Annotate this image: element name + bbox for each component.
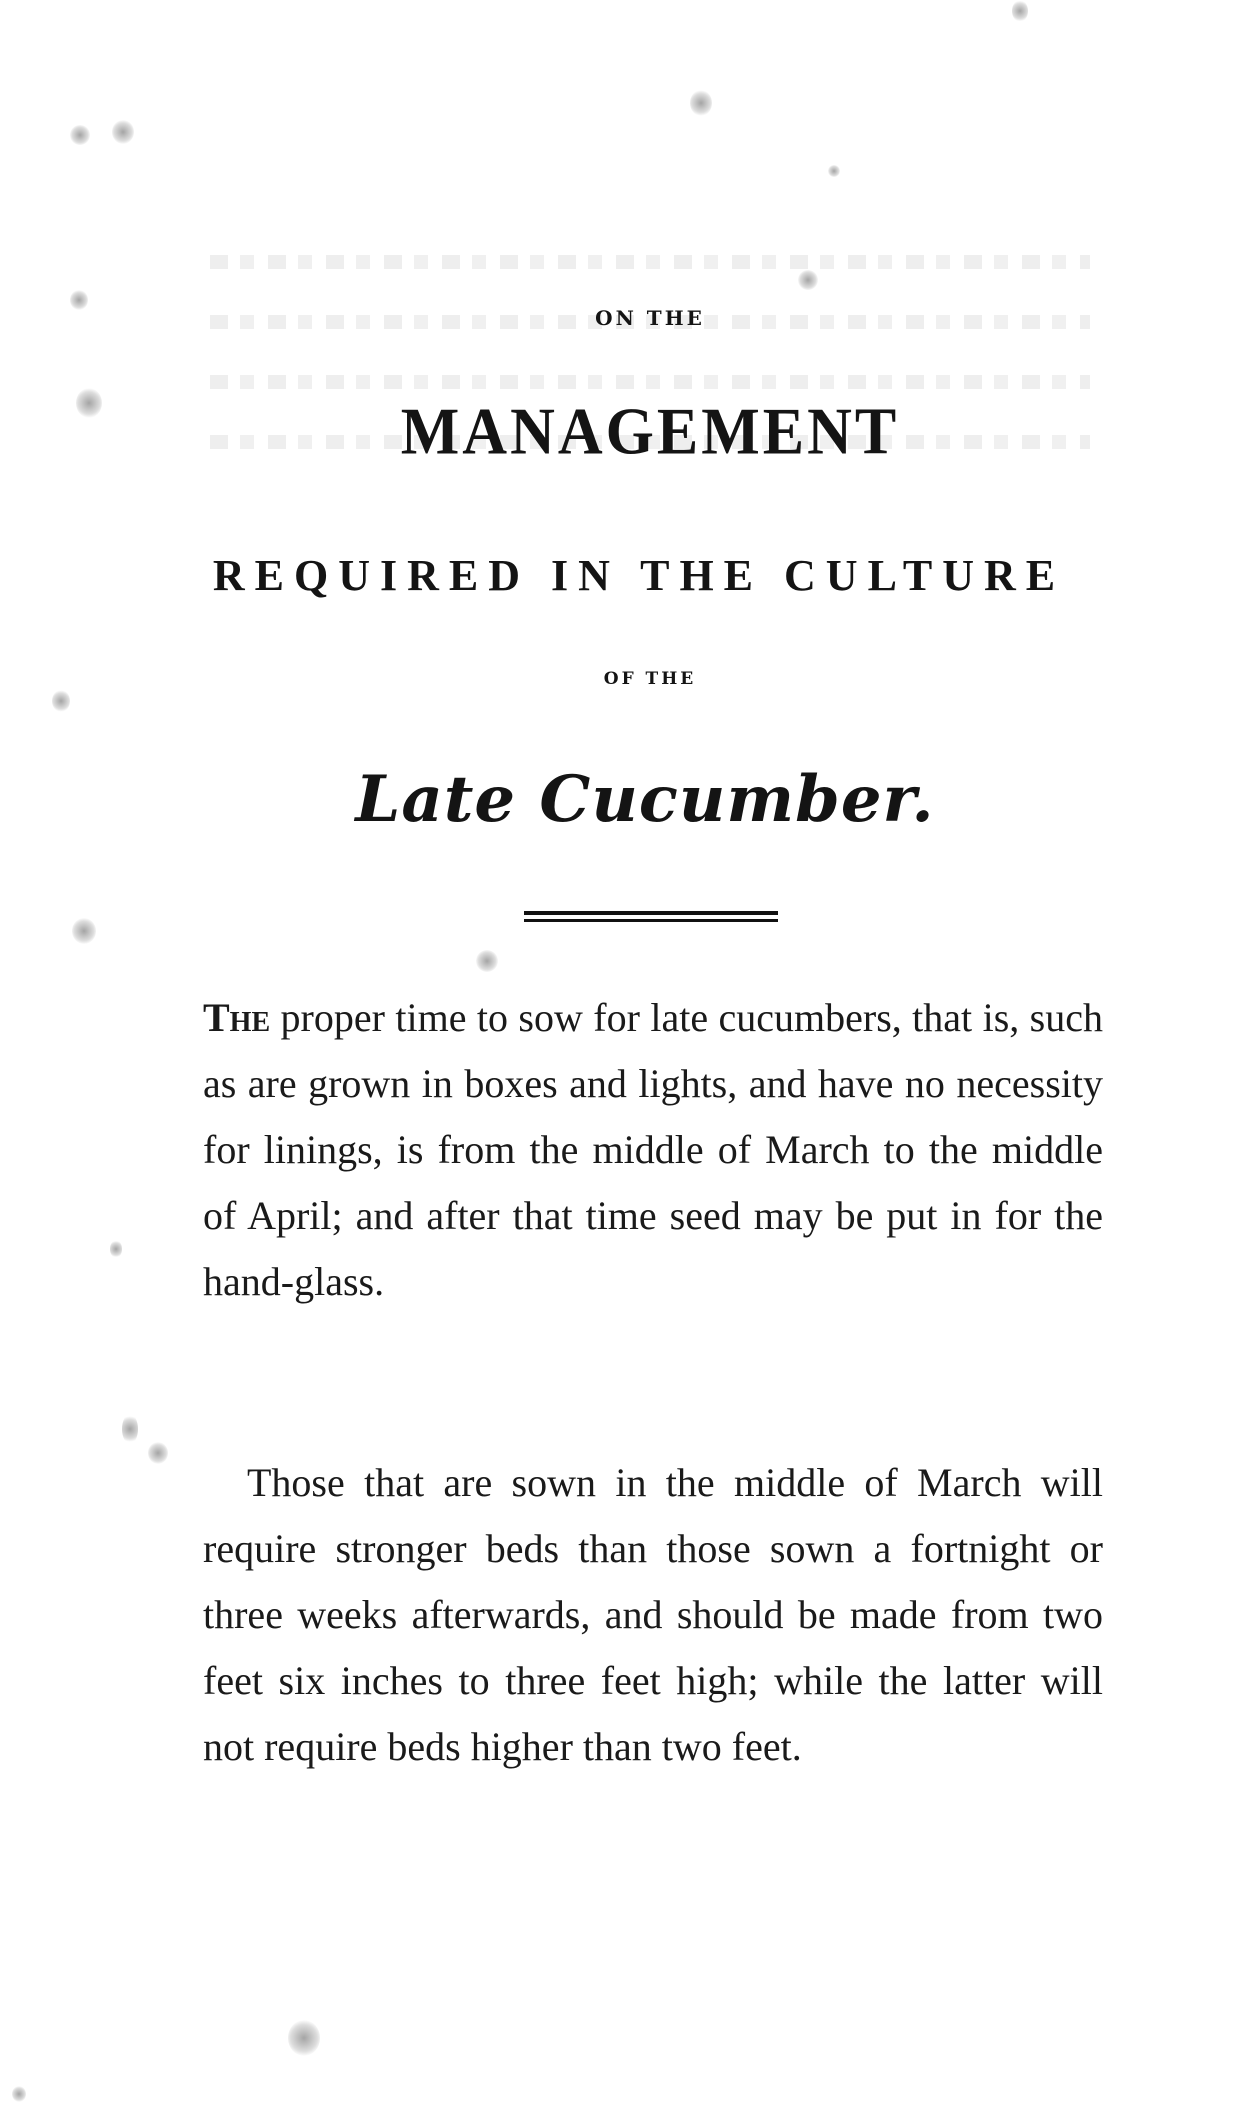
double-rule-top	[524, 911, 778, 915]
speck	[112, 120, 134, 144]
speck	[288, 2020, 320, 2056]
speck	[798, 270, 818, 290]
paragraph-1-text: proper time to sow for late cucumbers, that is, such as are grown in boxes and lights, and have no necessity for linings, is from the middle of March to the middle of April; and after that time seed may be put in for the hand-glass.	[203, 995, 1103, 1304]
paragraph-1	[203, 985, 1103, 1315]
speck	[110, 1240, 122, 1258]
speck	[12, 2086, 26, 2102]
heading-required-in-the-culture: REQUIRED IN THE CULTURE	[212, 551, 1066, 600]
paragraph-2: Those that are sown in the middle of March will require stronger beds than those sown a fortnight or three weeks afterwards, and should be made from two feet six inches to three feet high; while the latter will not require beds higher than two feet.	[203, 1460, 1103, 1769]
speck	[72, 918, 96, 944]
bleed-through-text	[210, 255, 1090, 515]
heading-late-cucumber: Late Cucumber.	[355, 762, 935, 837]
speck	[148, 1442, 168, 1464]
speck	[70, 125, 90, 145]
paragraph-1-lead-word: The	[203, 995, 271, 1040]
speck	[1012, 0, 1028, 22]
speck	[476, 950, 498, 972]
heading-of-the: OF THE	[603, 669, 697, 689]
speck	[828, 165, 840, 177]
speck	[52, 690, 70, 712]
double-rule-bottom	[524, 919, 778, 922]
speck	[122, 1414, 138, 1444]
heading-management: MANAGEMENT	[400, 395, 900, 469]
heading-on-the: ON THE	[595, 306, 705, 330]
speck	[690, 90, 712, 116]
